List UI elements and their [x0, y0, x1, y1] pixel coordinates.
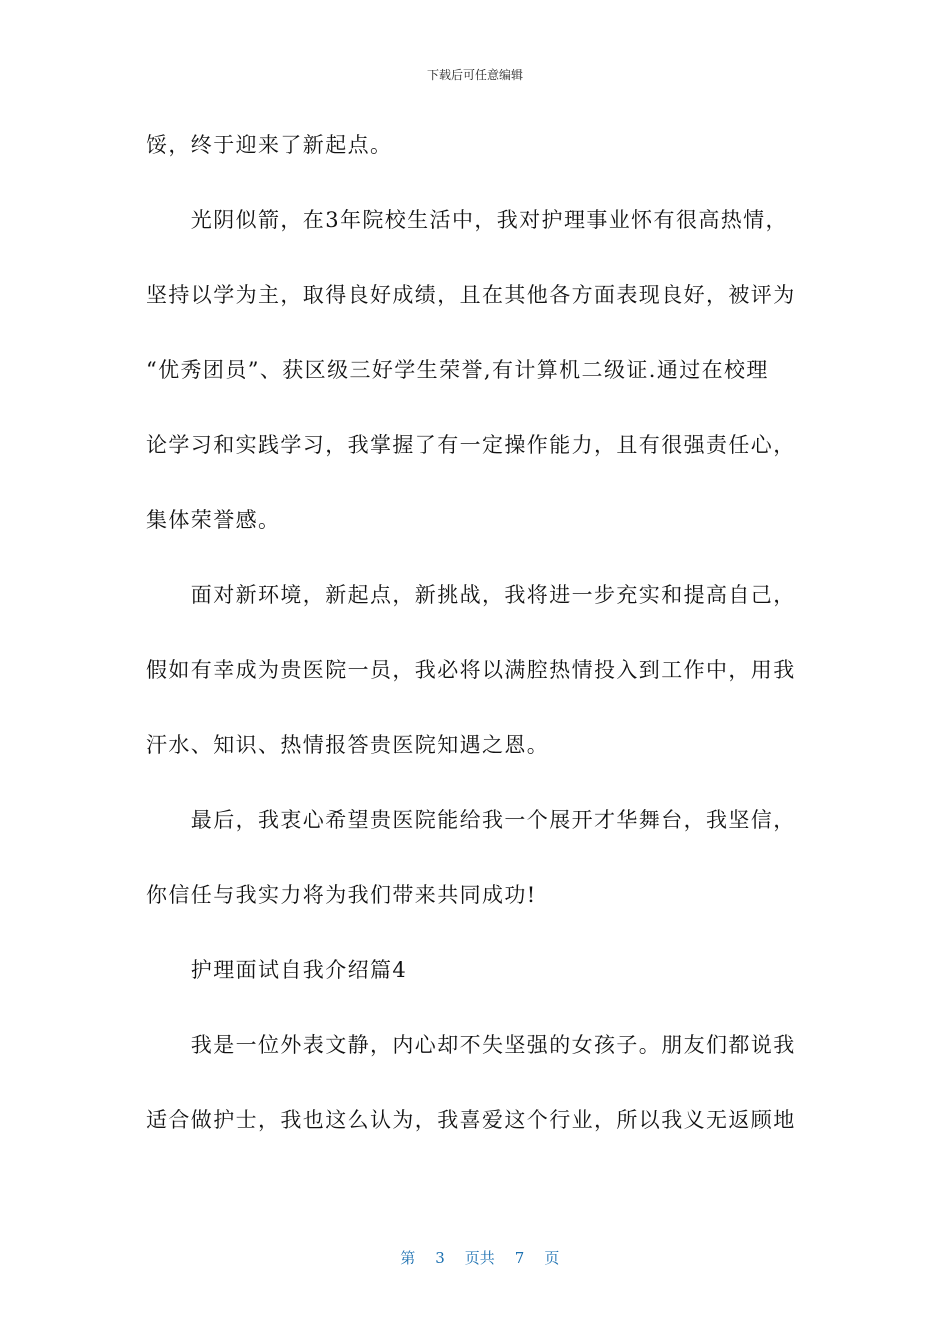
section-heading: 护理面试自我介绍篇4 — [146, 958, 408, 982]
footer-total-pages: 7 — [514, 1249, 525, 1267]
page-header: 下载后可任意编辑 — [426, 68, 523, 82]
text-line: 坚持以学为主，取得良好成绩，且在其他各方面表现良好，被评为 — [146, 283, 796, 307]
text-line: 适合做护士，我也这么认为，我喜爱这个行业，所以我义无返顾地 — [146, 1108, 796, 1132]
text-line: 光阴似箭，在3年院校生活中，我对护理事业怀有很高热情， — [146, 208, 788, 232]
text-line: 集体荣誉感。 — [146, 508, 281, 532]
footer-total-label: 页共 — [464, 1249, 495, 1267]
text-line: 假如有幸成为贵医院一员，我必将以满腔热情投入到工作中，用我 — [146, 658, 796, 682]
text-line: 汗水、知识、热情报答贵医院知遇之恩。 — [146, 733, 550, 757]
footer-page-label: 第 — [400, 1249, 416, 1267]
page-footer — [0, 1229, 950, 1268]
text-line: 我是一位外表文静，内心却不失坚强的女孩子。朋友们都说我 — [146, 1033, 796, 1057]
text-line: 最后，我衷心希望贵医院能给我一个展开才华舞台，我坚信， — [146, 808, 796, 832]
text-line: 你信任与我实力将为我们带来共同成功! — [146, 883, 537, 907]
text-line: 论学习和实践学习，我掌握了有一定操作能力，且有很强责任心， — [146, 433, 796, 457]
text-line: “优秀团员”、获区级三好学生荣誉,有计算机二级证.通过在校理 — [146, 358, 769, 382]
text-line: 面对新环境，新起点，新挑战，我将进一步充实和提高自己， — [146, 583, 796, 607]
footer-page-number: 3 — [435, 1249, 445, 1267]
footer-end-label: 页 — [544, 1249, 560, 1267]
text-line: 馁，终于迎来了新起点。 — [146, 133, 393, 157]
